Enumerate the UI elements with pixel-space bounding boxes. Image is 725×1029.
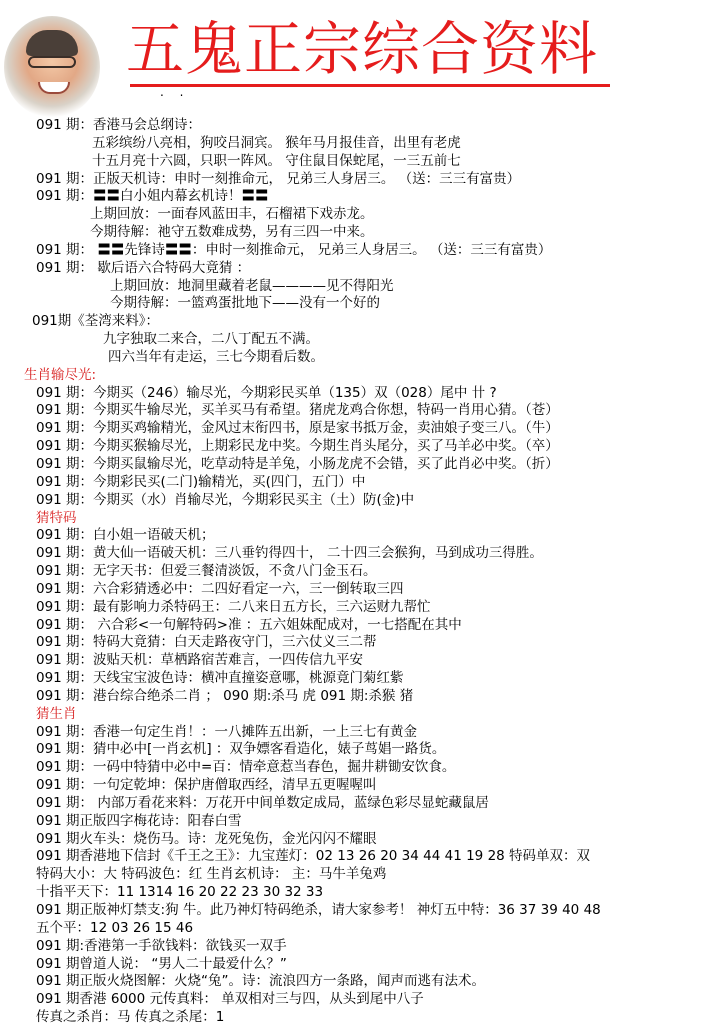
text-line: 091 期：黄大仙一语破天机：三八垂钓得四十， 二十四三会猴狗，马到成功三得胜。 bbox=[36, 545, 543, 562]
page-title: 五鬼正宗综合资料 bbox=[126, 15, 599, 83]
text-line: 091 期：今期彩民买(二门)输精光，买(四门，五门）中 bbox=[36, 473, 366, 490]
section-heading: 猜特码 bbox=[36, 509, 77, 526]
text-line: 091 期： 歇后语六合特码大竟猜 ： bbox=[36, 259, 251, 276]
text-line: 091 期：港台综合绝杀二肖 ； 090 期:杀马 虎 091 期:杀猴 猪 bbox=[36, 687, 414, 704]
text-line: 十五月亮十六圆，只职一阵风。 守住鼠目保蛇尾，一三五前七 bbox=[92, 152, 461, 169]
text-line: 091 期正版火烧图解：火烧“兔”。诗：流浪四方一条路，闻声而逃有法术。 bbox=[36, 973, 486, 990]
text-line: 091 期香港地下信封《千王之王》：九宝莲灯：02 13 26 20 34 44 41 19 28 特码单双：双 bbox=[36, 848, 591, 865]
text-line: 091 期：今期买猴输尽光，上期彩民龙中奖。今期生肖头尾分，买了马羊必中奖。（卒） bbox=[36, 438, 559, 455]
text-line: 091 期：今期买（水）肖输尽光，今期彩民买主（土）防(金)中 bbox=[36, 491, 415, 508]
text-line: 091 期：今期买牛输尽光，买羊买马有希望。猪虎龙鸡合你想，特码一肖用心猜。（苍） bbox=[36, 402, 559, 419]
text-line: 091 期： 〓〓先锋诗〓〓：申时一刻推命元， 兄弟三人身居三。 （送：三三有富贵） bbox=[36, 241, 552, 258]
text-line: 上期回放：一面春风蓝田丰，石榴裙下戏赤龙。 bbox=[90, 206, 374, 223]
text-line: 特码大小：大 特码波色：红 生肖玄机诗： 主：马牛羊兔鸡 bbox=[36, 866, 387, 883]
section-heading: 生肖输尽光: bbox=[24, 366, 97, 383]
text-line: 091 期：香港一句定生肖！：一八摊阵五出新，一上三七有黄金 bbox=[36, 723, 418, 740]
text-line: 091 期正版神灯禁支:狗 牛。此乃神灯特码绝杀，请大家参考！ 神灯五中特：36 37 39 40 48 bbox=[36, 902, 601, 918]
text-line: 091 期： 内部万看花来料：万花开中间单数定成局，蓝绿色彩尽显蛇藏鼠居 bbox=[36, 794, 489, 811]
title-underline bbox=[130, 84, 610, 87]
text-line: 091 期：〓〓白小姐内幕玄机诗！〓〓 bbox=[36, 188, 269, 205]
title-dots: . . bbox=[160, 85, 190, 99]
text-line: 091期《荃湾来料》： bbox=[32, 313, 160, 330]
text-line: 091 期：今期买鸡输精光，金风过末衔四书，原是家书抵万金，卖油娘子变三八。（牛） bbox=[36, 420, 559, 437]
text-line: 091 期：正版天机诗：申时一刻推命元， 兄弟三人身居三。 （送：三三有富贵） bbox=[36, 170, 521, 187]
text-line: 091 期：猜中必中[一肖玄机] ：双争嫖客看造化，婊子茑娼一路货。 bbox=[36, 741, 446, 758]
text-line: 今期待解：一篮鸡蛋批地下——没有一个好的 bbox=[110, 295, 380, 312]
section-heading: 猜生肖 bbox=[36, 705, 77, 722]
text-line: 十指平天下：11 1314 16 20 22 23 30 32 33 bbox=[36, 884, 324, 901]
text-line: 五彩缤纷八亮相，狗咬吕洞宾。 猴年马月报佳音，出里有老虎 bbox=[92, 134, 461, 151]
text-line: 五个平：12 03 26 15 46 bbox=[36, 919, 194, 936]
text-line: 091 期火车头：烧伤马。诗：龙死兔伤，金光闪闪不耀眼 bbox=[36, 830, 377, 847]
text-line: 091 期：一码中特猜中必中=百：情牵意惹当春色，掘井耕锄安饮食。 bbox=[36, 759, 456, 776]
text-line: 091 期：波贴天机：草栖路宿苦难言，一四传信九平安 bbox=[36, 652, 364, 669]
photo-smile bbox=[38, 82, 70, 94]
text-line: 上期回放：地洞里藏着老鼠————见不得阳光 bbox=[110, 277, 394, 294]
text-line: 091 期：一句定乾坤：保护唐僧取西经，清早五更喔喔叫 bbox=[36, 777, 377, 794]
text-line: 091 期：香港马会总纲诗： bbox=[36, 117, 202, 133]
photo-hair bbox=[26, 30, 78, 56]
author-photo bbox=[4, 16, 100, 118]
text-line: 091 期：最有影响力杀特码王：二八来日五方长，三六运财九帮忙 bbox=[36, 598, 431, 615]
text-line: 091 期：白小姐一语破天机； bbox=[36, 527, 215, 544]
text-line: 091 期:香港第一手欲钱料：欲钱买一双手 bbox=[36, 937, 287, 954]
text-line: 091 期：今期买（246）输尽光，今期彩民买单（135）双（028）尾中 卄 ? bbox=[36, 384, 497, 401]
text-line: 四六当年有走运，三七今期看后数。 bbox=[108, 348, 324, 365]
photo-glasses bbox=[28, 56, 76, 68]
text-line: 091 期：六合彩猜透必中：二四好看定一六，三一倒转取三四 bbox=[36, 580, 404, 597]
text-line: 091 期：无字天书：但爱三餐清淡饭，不贪八门金玉石。 bbox=[36, 563, 377, 579]
text-line: 传真之杀肖：马 传真之杀尾：1 bbox=[36, 1009, 225, 1025]
text-line: 091 期：天线宝宝波色诗：横冲直撞姿意哪，桃源竟门菊红紫 bbox=[36, 670, 404, 686]
text-line: 今期待解：祂守五数难成势，另有三四一中来。 bbox=[90, 224, 374, 240]
text-line: 091 期：今期买鼠输尽光，吃草动特是羊兔，小肠龙虎不会错，买了此肖必中奖。（折） bbox=[36, 456, 559, 472]
text-line: 九字独取二来合，二八丁配五不满。 bbox=[103, 331, 319, 348]
text-line: 091 期香港 6000 元传真料： 单双相对三与四，从头到尾中八子 bbox=[36, 991, 424, 1008]
text-line: 091 期： 六合彩<一句解特码>准 ：五六姐妹配成对，一七搭配在其中 bbox=[36, 616, 462, 633]
text-line: 091 期曾道人说： “男人二十最爱什么？” bbox=[36, 955, 287, 972]
text-line: 091 期：特码大竟猜：白天走路夜守门，三六仗义三二帮 bbox=[36, 634, 377, 651]
text-line: 091 期正版四字梅花诗：阳春白雪 bbox=[36, 812, 242, 829]
